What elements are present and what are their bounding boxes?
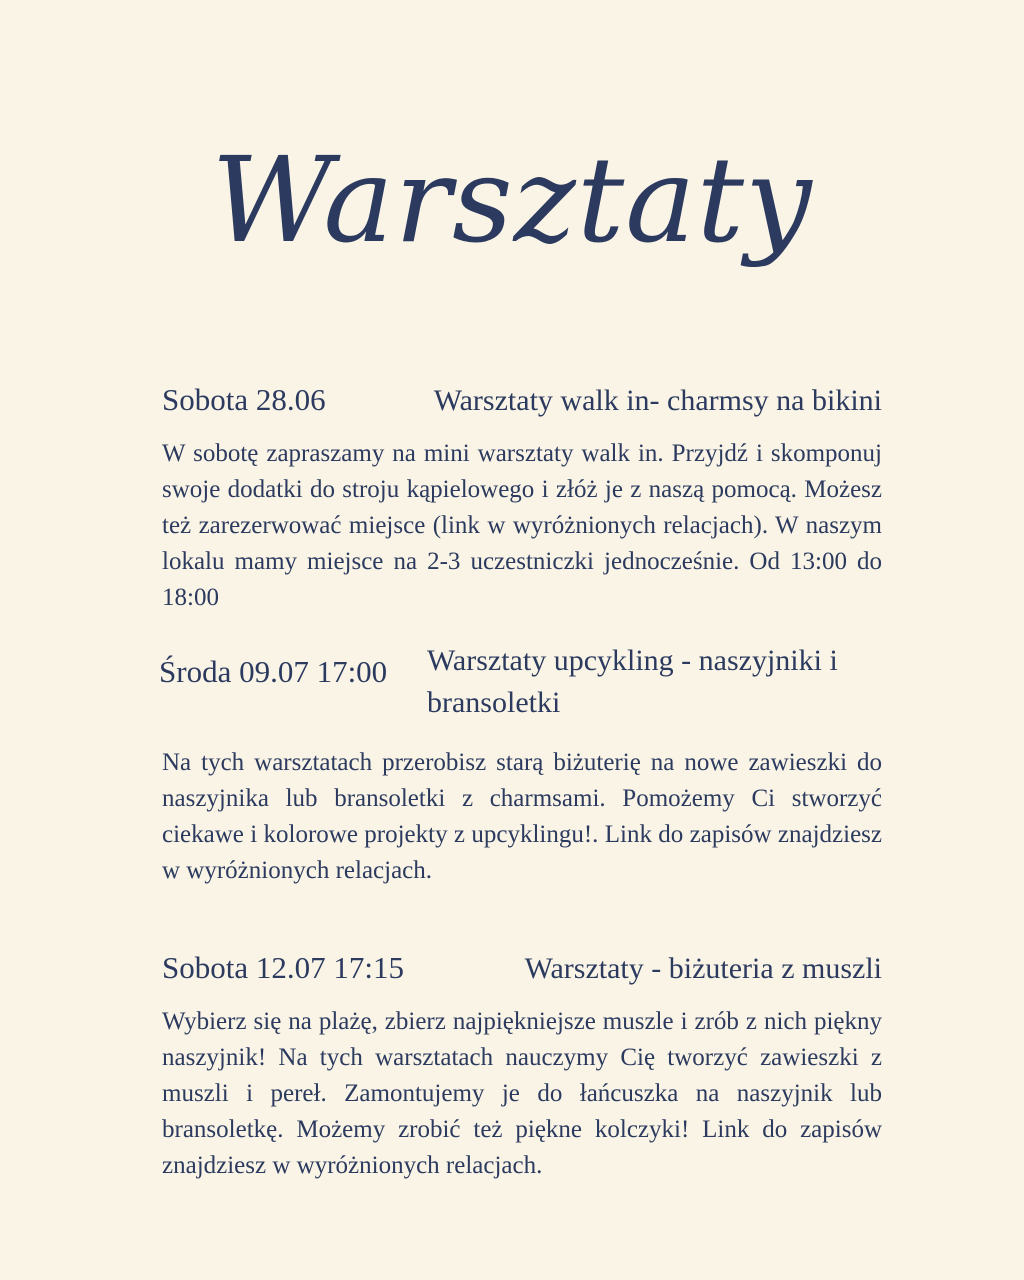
event-wednesday-0907 (159, 640, 882, 884)
event-header (162, 380, 882, 424)
event-date: Sobota 28.06 (162, 382, 326, 417)
event-title: Warsztaty walk in- charmsy na bikini (433, 384, 882, 417)
event-description: Na tych warsztatach przerobisz starą biżuterię na nowe zawieszki do naszyjnika lub bransoletki z charmsami. Pomożemy Ci stworzyć ciekawe i kolorowe projekty z upcyklingu!. Link do zapisów znajdziesz w wyróżnionych relacjach. (162, 749, 882, 884)
event-title: Warsztaty upcykling - naszyjniki i bransoletki (427, 644, 838, 719)
event-header (159, 640, 882, 724)
event-date: Sobota 12.07 17:15 (162, 950, 404, 985)
event-header (162, 948, 882, 992)
event-saturday-1207 (162, 948, 882, 1179)
event-description: W sobotę zapraszamy na mini warsztaty walk in. Przyjdź i skomponuj swoje dodatki do stroju kąpielowego i złóż je z naszą pomocą. Możesz też zarezerwować miejsce (link w wyróżnionych relacjach). W naszym lokalu mamy miejsce na 2-3 uczestniczki jednocześnie. Od 13:00 do 18:00 (162, 440, 882, 611)
event-description: Wybierz się na plażę, zbierz najpiękniejsze muszle i zrób z nich piękny naszyjnik! Na tych warsztatach nauczymy Cię tworzyć zawieszki z muszli i pereł. Zamontujemy je do łańcuszka na naszyjnik lub bransoletkę. Możemy zrobić też piękne kolczyki! Link do zapisów znajdziesz w wyróżnionych relacjach. (162, 1008, 882, 1179)
event-saturday-2806 (162, 380, 882, 611)
page-title: Warsztaty (211, 131, 813, 269)
event-title: Warsztaty - biżuteria z muszli (524, 952, 882, 985)
event-date: Środa 09.07 17:00 (159, 654, 388, 689)
